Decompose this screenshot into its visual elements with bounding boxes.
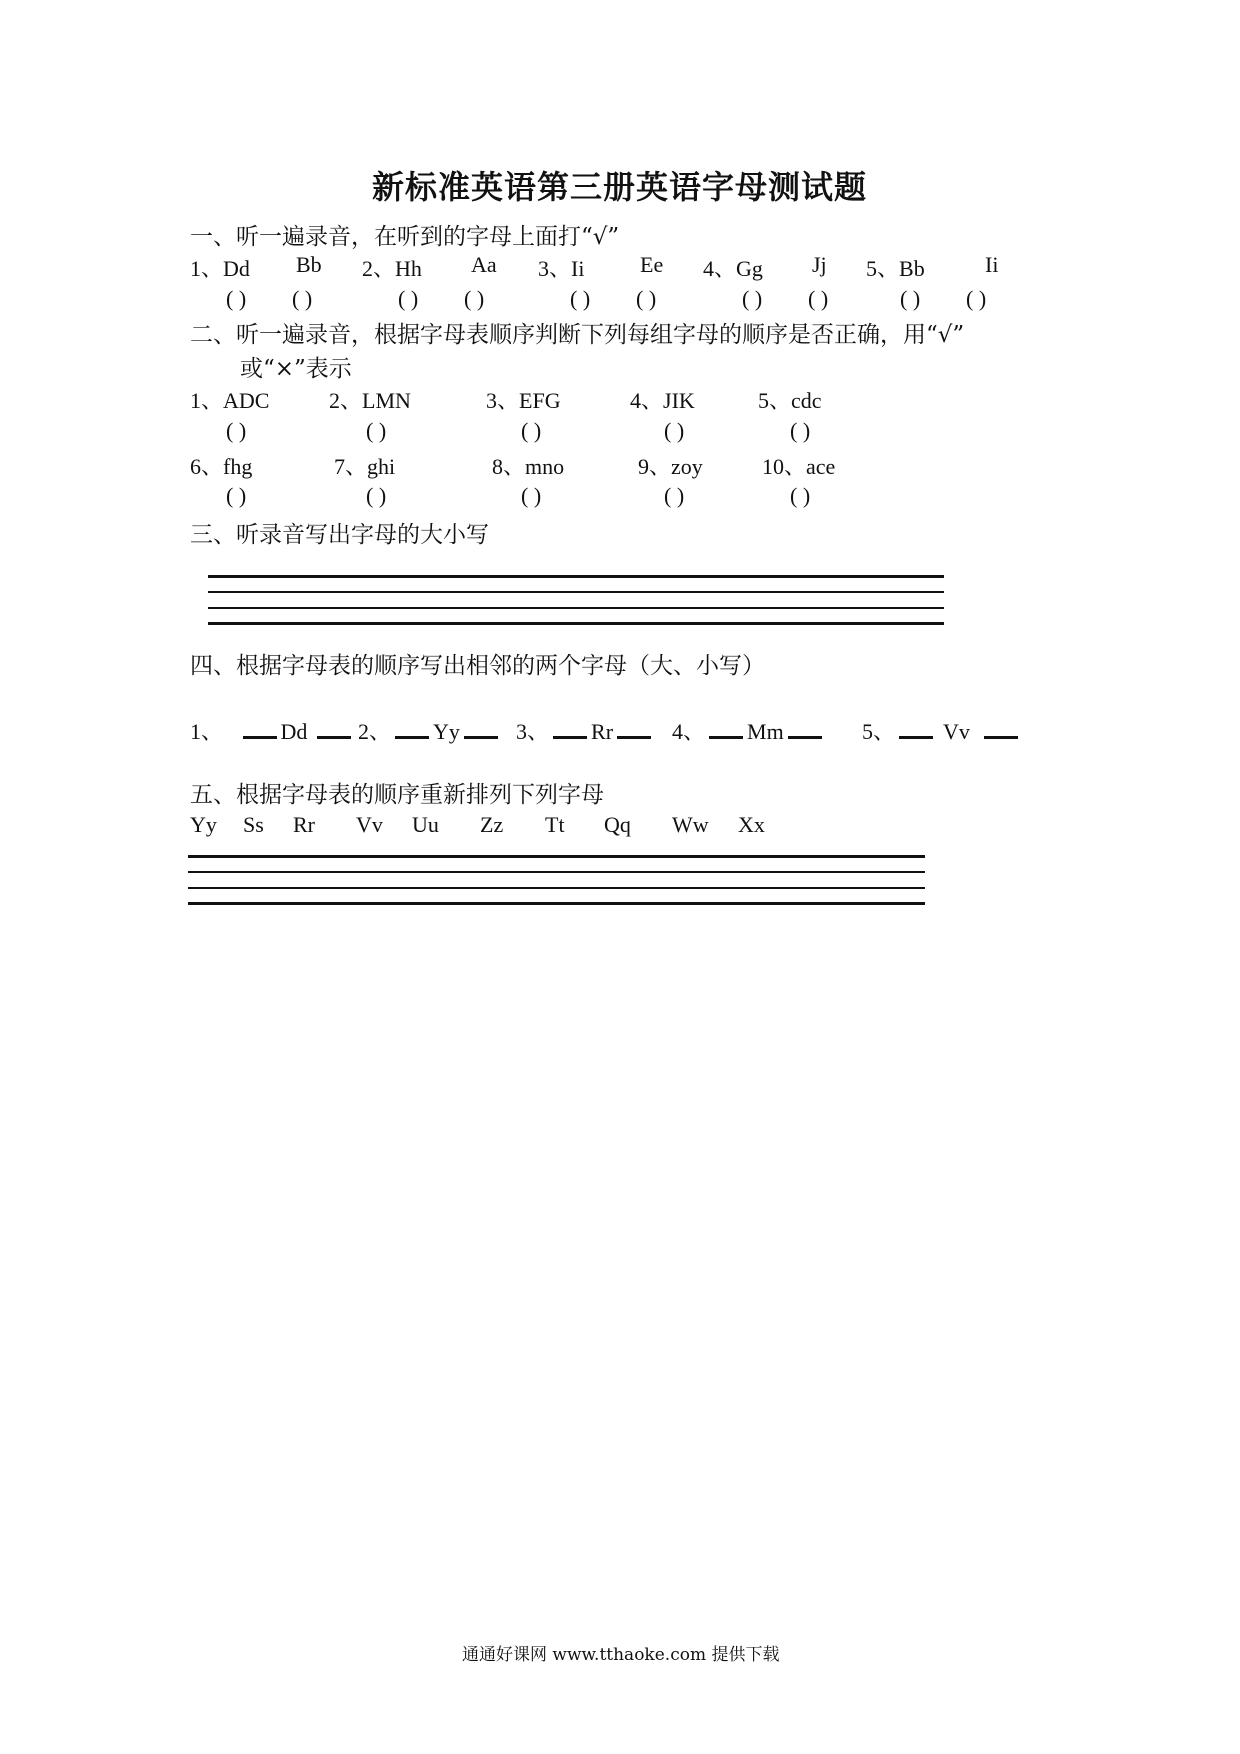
- s4-item: [672, 715, 826, 746]
- answer-blank[interactable]: [617, 734, 651, 739]
- s1-letter: Ee: [640, 252, 664, 277]
- section1-heading: 一、听一遍录音，在听到的字母上面打“√”: [190, 224, 620, 250]
- s4-num: 1、: [190, 719, 224, 744]
- s5-letter: Qq: [604, 812, 631, 837]
- s1-num: 2、: [362, 256, 396, 281]
- s1-num: 3、: [538, 256, 572, 281]
- answer-blank[interactable]: [984, 734, 1018, 739]
- s4-num: 3、: [516, 719, 550, 744]
- s2-item: [329, 384, 411, 415]
- s2-paren[interactable]: ( ): [366, 483, 387, 508]
- answer-blank[interactable]: [464, 734, 498, 739]
- s4-letter: Vv: [943, 719, 970, 744]
- s2-text: zoy: [671, 454, 703, 479]
- section4-heading: 四、根据字母表的顺序写出相邻的两个字母（大、小写）: [190, 653, 765, 679]
- s1-paren[interactable]: ( ): [742, 286, 763, 311]
- s2-paren[interactable]: ( ): [790, 483, 811, 508]
- s1-item1: [190, 252, 250, 283]
- s4-letter: Yy: [433, 719, 460, 744]
- s1-letter: Gg: [736, 256, 763, 281]
- s1-paren[interactable]: ( ): [226, 286, 247, 311]
- footer-credit: 通通好课网 www.tthaoke.com 提供下载: [462, 1645, 780, 1665]
- s2-paren[interactable]: ( ): [521, 418, 542, 443]
- s2-paren[interactable]: ( ): [790, 418, 811, 443]
- s2-paren[interactable]: ( ): [226, 418, 247, 443]
- s2-paren[interactable]: ( ): [664, 418, 685, 443]
- s4-item: [190, 715, 355, 746]
- s2-text: fhg: [223, 454, 253, 479]
- writing-line: [208, 591, 944, 593]
- s1-letter: Hh: [395, 256, 422, 281]
- s1-letter: Ii: [571, 256, 585, 281]
- s4-letter: Rr: [591, 719, 614, 744]
- s2-item: [190, 384, 269, 415]
- s2-item: [190, 450, 252, 481]
- writing-line: [208, 607, 944, 609]
- s2-item: [630, 384, 695, 415]
- section5-heading: 五、根据字母表的顺序重新排列下列字母: [190, 782, 604, 808]
- s1-num: 4、: [703, 256, 737, 281]
- s1-item5: [866, 252, 925, 283]
- answer-blank[interactable]: [395, 734, 429, 739]
- s2-text: cdc: [791, 388, 822, 413]
- s1-letter: Jj: [812, 252, 827, 277]
- s2-paren[interactable]: ( ): [664, 483, 685, 508]
- answer-blank[interactable]: [553, 734, 587, 739]
- s1-paren[interactable]: ( ): [808, 286, 829, 311]
- writing-line: [188, 871, 925, 873]
- s2-num: 5、: [758, 388, 792, 413]
- s1-item3: [538, 252, 584, 283]
- s1-paren[interactable]: ( ): [464, 286, 485, 311]
- s1-num: 1、: [190, 256, 224, 281]
- section3-heading: 三、听录音写出字母的大小写: [190, 522, 489, 548]
- s1-letter: Dd: [223, 256, 250, 281]
- s1-paren[interactable]: ( ): [398, 286, 419, 311]
- s2-paren[interactable]: ( ): [226, 483, 247, 508]
- s1-item2: [362, 252, 422, 283]
- s5-letter: Tt: [545, 812, 565, 837]
- s2-item: [486, 384, 561, 415]
- answer-blank[interactable]: [317, 734, 351, 739]
- s4-num: 2、: [358, 719, 392, 744]
- s2-paren[interactable]: ( ): [521, 483, 542, 508]
- s2-text: ghi: [367, 454, 396, 479]
- s5-letter: Zz: [480, 812, 504, 837]
- s4-letter: Mm: [747, 719, 784, 744]
- s5-letter: Yy: [190, 812, 217, 837]
- s1-num: 5、: [866, 256, 900, 281]
- s2-paren[interactable]: ( ): [366, 418, 387, 443]
- s2-num: 9、: [638, 454, 672, 479]
- s2-num: 1、: [190, 388, 224, 413]
- s5-letter: Ss: [243, 812, 264, 837]
- s1-paren[interactable]: ( ): [900, 286, 921, 311]
- s2-text: JIK: [663, 388, 695, 413]
- s2-item: [334, 450, 395, 481]
- s2-text: mno: [525, 454, 565, 479]
- s2-num: 6、: [190, 454, 224, 479]
- s5-letter: Xx: [738, 812, 765, 837]
- writing-line: [188, 902, 925, 905]
- s4-item: [516, 715, 655, 746]
- section2-heading: 二、听一遍录音，根据字母表顺序判断下列每组字母的顺序是否正确，用“√”: [190, 322, 965, 348]
- s2-text: LMN: [362, 388, 411, 413]
- s2-text: ADC: [223, 388, 270, 413]
- s2-num: 8、: [492, 454, 526, 479]
- s2-num: 10、: [762, 454, 807, 479]
- answer-blank[interactable]: [788, 734, 822, 739]
- s1-paren[interactable]: ( ): [966, 286, 987, 311]
- s1-paren[interactable]: ( ): [292, 286, 313, 311]
- s5-letter: Ww: [672, 812, 709, 837]
- writing-line: [208, 622, 944, 625]
- section2-heading-cont: 或“×”表示: [240, 356, 352, 382]
- s2-text: ace: [806, 454, 836, 479]
- writing-line: [188, 855, 925, 858]
- writing-line: [208, 575, 944, 578]
- s2-num: 4、: [630, 388, 664, 413]
- s5-letter: Rr: [293, 812, 315, 837]
- s4-item: [862, 715, 1022, 746]
- answer-blank[interactable]: [709, 734, 743, 739]
- page-title: 新标准英语第三册英语字母测试题: [372, 168, 868, 206]
- answer-blank[interactable]: [899, 734, 933, 739]
- answer-blank[interactable]: [243, 734, 277, 739]
- s1-item4: [703, 252, 763, 283]
- s1-letter: Ii: [985, 252, 999, 277]
- s2-num: 2、: [329, 388, 363, 413]
- s4-item: [358, 715, 502, 746]
- s2-num: 7、: [334, 454, 368, 479]
- s2-text: EFG: [519, 388, 561, 413]
- s2-item: [762, 450, 835, 481]
- s1-letter: Bb: [296, 252, 322, 277]
- s5-letter: Uu: [412, 812, 439, 837]
- writing-line: [188, 887, 925, 889]
- s4-num: 5、: [862, 719, 896, 744]
- s2-num: 3、: [486, 388, 520, 413]
- s2-item: [638, 450, 703, 481]
- s4-letter: Dd: [280, 719, 308, 744]
- s1-letter: Bb: [899, 256, 925, 281]
- s4-num: 4、: [672, 719, 706, 744]
- s1-paren[interactable]: ( ): [636, 286, 657, 311]
- s2-item: [758, 384, 822, 415]
- s1-paren[interactable]: ( ): [570, 286, 591, 311]
- s1-letter: Aa: [471, 252, 497, 277]
- s2-item: [492, 450, 564, 481]
- s5-letter: Vv: [356, 812, 383, 837]
